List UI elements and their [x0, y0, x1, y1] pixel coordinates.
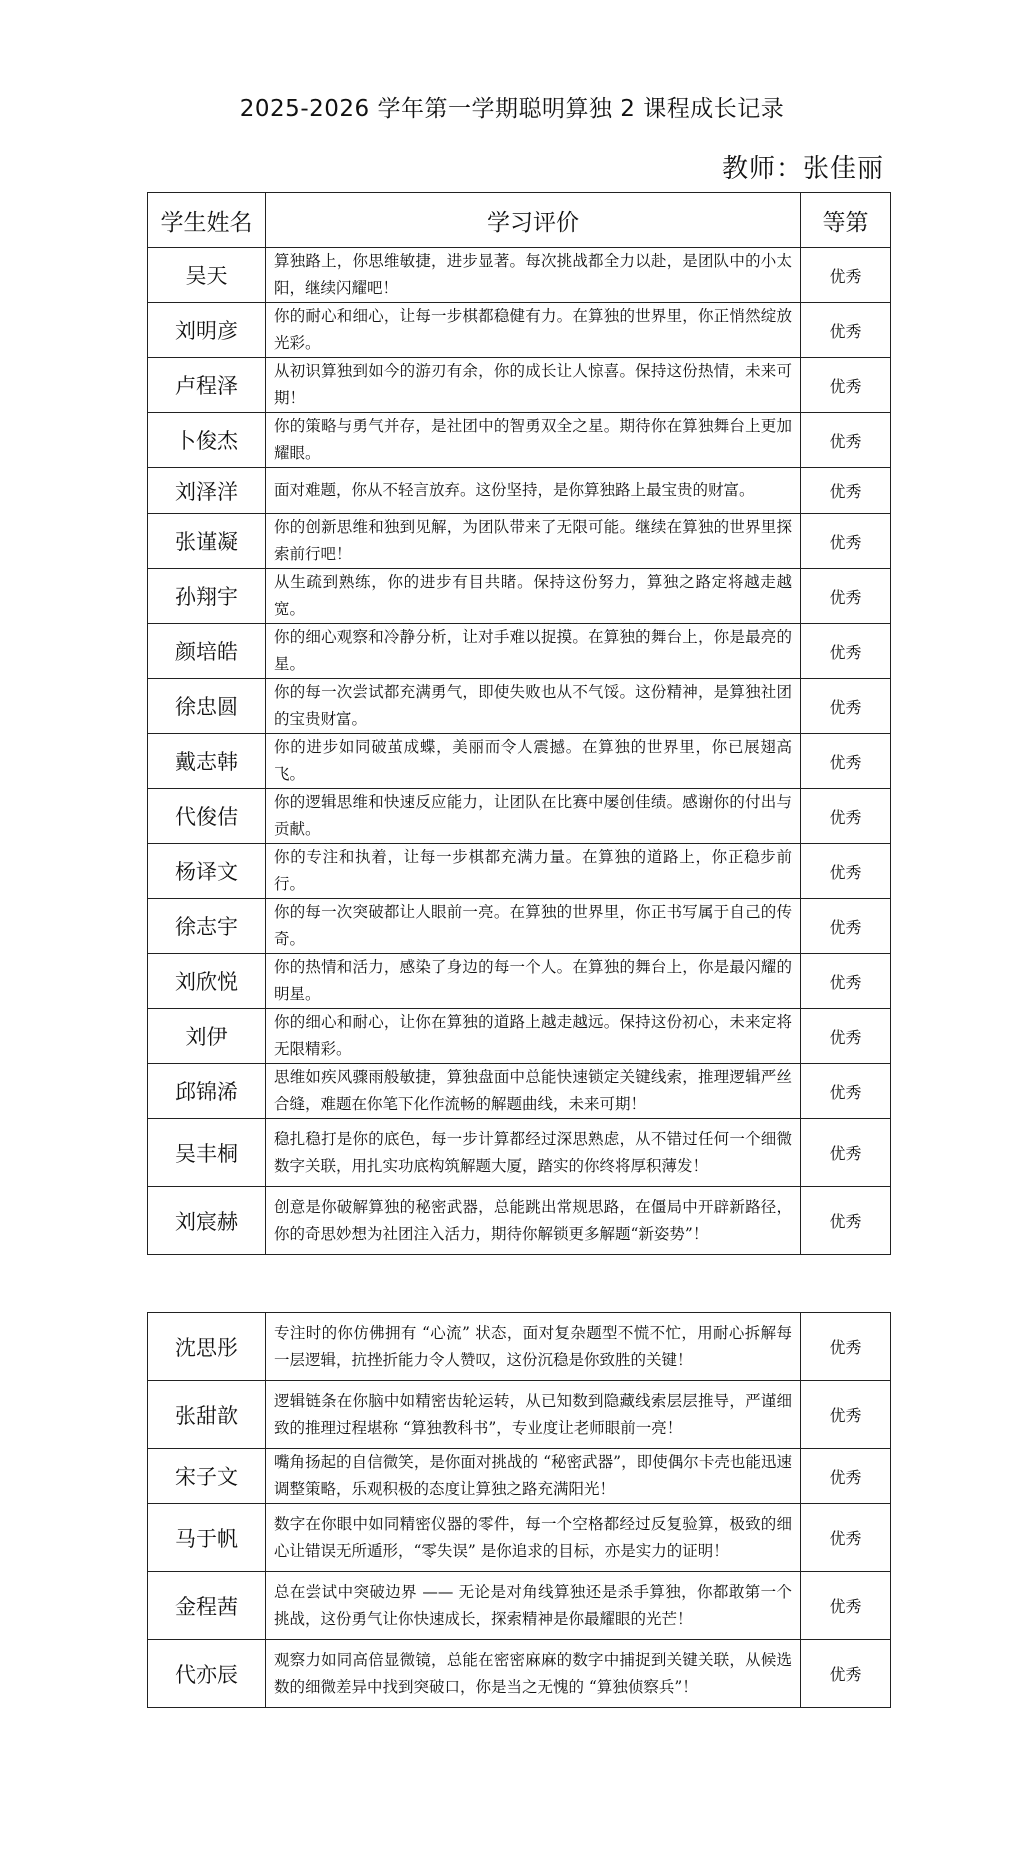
evaluation-text: 你的耐心和细心，让每一步棋都稳健有力。在算独的世界里，你正悄然绽放光彩。 — [266, 303, 801, 358]
grade: 优秀 — [801, 1119, 891, 1187]
grade: 优秀 — [801, 303, 891, 358]
table-row — [148, 624, 891, 679]
evaluation-text: 你的细心和耐心，让你在算独的道路上越走越远。保持这份初心，未来定将无限精彩。 — [266, 1009, 801, 1064]
evaluation-text: 从初识算独到如今的游刃有余，你的成长让人惊喜。保持这份热情，未来可期！ — [266, 358, 801, 413]
table-row — [148, 1504, 891, 1572]
student-name: 卢程泽 — [148, 358, 266, 413]
grade: 优秀 — [801, 624, 891, 679]
student-name: 宋子文 — [148, 1449, 266, 1504]
grade: 优秀 — [801, 569, 891, 624]
evaluation-text: 你的逻辑思维和快速反应能力，让团队在比赛中屡创佳绩。感谢你的付出与贡献。 — [266, 789, 801, 844]
evaluation-text: 总在尝试中突破边界 —— 无论是对角线算独还是杀手算独，你都敢第一个挑战，这份勇气让你快速成长，探索精神是你最耀眼的光芒！ — [266, 1572, 801, 1640]
table-row — [148, 1381, 891, 1449]
grade: 优秀 — [801, 954, 891, 1009]
teacher-name: 教师：张佳丽 — [721, 154, 884, 184]
table-header-row — [148, 193, 891, 248]
table-row — [148, 734, 891, 789]
table-row — [148, 1064, 891, 1119]
page-title: 2025-2026 学年第一学期聪明算独 2 课程成长记录 — [239, 96, 785, 122]
student-name: 代亦辰 — [148, 1640, 266, 1708]
table-row — [148, 899, 891, 954]
grade: 优秀 — [801, 358, 891, 413]
grade: 优秀 — [801, 1640, 891, 1708]
table-row — [148, 303, 891, 358]
evaluation-text: 你的每一次尝试都充满勇气，即使失败也从不气馁。这份精神，是算独社团的宝贵财富。 — [266, 679, 801, 734]
table-row — [148, 1572, 891, 1640]
grade: 优秀 — [801, 1064, 891, 1119]
table-row — [148, 358, 891, 413]
header-evaluation: 学习评价 — [266, 193, 801, 248]
student-name: 吴天 — [148, 248, 266, 303]
evaluation-text: 稳扎稳打是你的底色，每一步计算都经过深思熟虑，从不错过任何一个细微数字关联，用扎实功底构筑解题大厦，踏实的你终将厚积薄发！ — [266, 1119, 801, 1187]
grade: 优秀 — [801, 1449, 891, 1504]
evaluation-text: 嘴角扬起的自信微笑，是你面对挑战的 “秘密武器”，即使偶尔卡壳也能迅速调整策略，乐观积极的态度让算独之路充满阳光！ — [266, 1449, 801, 1504]
evaluation-text: 逻辑链条在你脑中如精密齿轮运转，从已知数到隐藏线索层层推导，严谨细致的推理过程堪称 “算独教科书”，专业度让老师眼前一亮！ — [266, 1381, 801, 1449]
evaluation-text: 数字在你眼中如同精密仪器的零件，每一个空格都经过反复验算，极致的细心让错误无所遁形，“零失误” 是你追求的目标，亦是实力的证明！ — [266, 1504, 801, 1572]
student-name: 金程茜 — [148, 1572, 266, 1640]
table-row — [148, 514, 891, 569]
table-row — [148, 1640, 891, 1708]
evaluation-text: 你的创新思维和独到见解，为团队带来了无限可能。继续在算独的世界里探索前行吧！ — [266, 514, 801, 569]
evaluation-text: 你的细心观察和冷静分析，让对手难以捉摸。在算独的舞台上，你是最亮的星。 — [266, 624, 801, 679]
student-name: 张谨凝 — [148, 514, 266, 569]
student-name: 刘明彦 — [148, 303, 266, 358]
grade: 优秀 — [801, 1381, 891, 1449]
table-row — [148, 1009, 891, 1064]
evaluation-text: 你的热情和活力，感染了身边的每一个人。在算独的舞台上，你是最闪耀的明星。 — [266, 954, 801, 1009]
student-name: 徐志宇 — [148, 899, 266, 954]
student-name: 张甜歆 — [148, 1381, 266, 1449]
evaluation-text: 专注时的你仿佛拥有 “心流” 状态，面对复杂题型不慌不忙，用耐心拆解每一层逻辑，抗挫折能力令人赞叹，这份沉稳是你致胜的关键！ — [266, 1313, 801, 1381]
evaluation-text: 你的策略与勇气并存，是社团中的智勇双全之星。期待你在算独舞台上更加耀眼。 — [266, 413, 801, 468]
student-name: 吴丰桐 — [148, 1119, 266, 1187]
evaluation-text: 你的专注和执着，让每一步棋都充满力量。在算独的道路上，你正稳步前行。 — [266, 844, 801, 899]
header-grade: 等第 — [801, 193, 891, 248]
evaluation-text: 创意是你破解算独的秘密武器，总能跳出常规思路，在僵局中开辟新路径，你的奇思妙想为社团注入活力，期待你解锁更多解题“新姿势”！ — [266, 1187, 801, 1255]
evaluation-text: 思维如疾风骤雨般敏捷，算独盘面中总能快速锁定关键线索，推理逻辑严丝合缝，难题在你笔下化作流畅的解题曲线，未来可期！ — [266, 1064, 801, 1119]
student-name: 卜俊杰 — [148, 413, 266, 468]
student-name: 徐忠圆 — [148, 679, 266, 734]
student-name: 邱锦浠 — [148, 1064, 266, 1119]
table-row — [148, 1187, 891, 1255]
student-name: 刘伊 — [148, 1009, 266, 1064]
student-name: 代俊佶 — [148, 789, 266, 844]
table-row — [148, 954, 891, 1009]
growth-record-table — [147, 192, 891, 1255]
table-row — [148, 679, 891, 734]
table-row — [148, 1119, 891, 1187]
table-row — [148, 248, 891, 303]
grade: 优秀 — [801, 514, 891, 569]
grade: 优秀 — [801, 679, 891, 734]
table-row — [148, 468, 891, 514]
grade: 优秀 — [801, 1572, 891, 1640]
table-row — [148, 844, 891, 899]
table-row — [148, 569, 891, 624]
grade: 优秀 — [801, 899, 891, 954]
evaluation-text: 你的进步如同破茧成蝶，美丽而令人震撼。在算独的世界里，你已展翅高飞。 — [266, 734, 801, 789]
header-student-name: 学生姓名 — [148, 193, 266, 248]
student-name: 沈思彤 — [148, 1313, 266, 1381]
grade: 优秀 — [801, 789, 891, 844]
grade: 优秀 — [801, 1009, 891, 1064]
evaluation-text: 观察力如同高倍显微镜，总能在密密麻麻的数字中捕捉到关键关联，从候选数的细微差异中找到突破口，你是当之无愧的 “算独侦察兵”！ — [266, 1640, 801, 1708]
grade: 优秀 — [801, 844, 891, 899]
student-name: 杨译文 — [148, 844, 266, 899]
student-name: 马于帆 — [148, 1504, 266, 1572]
evaluation-text: 你的每一次突破都让人眼前一亮。在算独的世界里，你正书写属于自己的传奇。 — [266, 899, 801, 954]
student-name: 戴志韩 — [148, 734, 266, 789]
grade: 优秀 — [801, 1187, 891, 1255]
student-name: 颜培皓 — [148, 624, 266, 679]
table-row — [148, 1313, 891, 1381]
table-row — [148, 1449, 891, 1504]
student-name: 刘宸赫 — [148, 1187, 266, 1255]
table-row — [148, 789, 891, 844]
grade: 优秀 — [801, 734, 891, 789]
table-row — [148, 413, 891, 468]
student-name: 孙翔宇 — [148, 569, 266, 624]
evaluation-text: 面对难题，你从不轻言放弃。这份坚持，是你算独路上最宝贵的财富。 — [266, 468, 801, 514]
evaluation-text: 从生疏到熟练，你的进步有目共睹。保持这份努力，算独之路定将越走越宽。 — [266, 569, 801, 624]
grade: 优秀 — [801, 1504, 891, 1572]
grade: 优秀 — [801, 248, 891, 303]
growth-record-table-continued — [147, 1312, 891, 1708]
evaluation-text: 算独路上，你思维敏捷，进步显著。每次挑战都全力以赴，是团队中的小太阳，继续闪耀吧！ — [266, 248, 801, 303]
student-name: 刘欣悦 — [148, 954, 266, 1009]
student-name: 刘泽洋 — [148, 468, 266, 514]
grade: 优秀 — [801, 468, 891, 514]
grade: 优秀 — [801, 1313, 891, 1381]
grade: 优秀 — [801, 413, 891, 468]
